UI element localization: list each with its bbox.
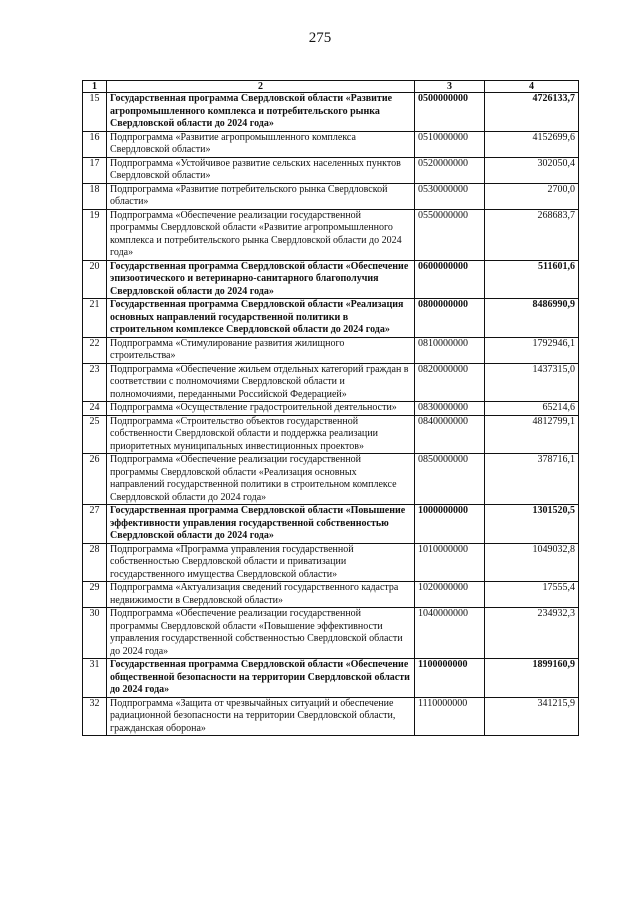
row-number: 22 [83, 337, 107, 363]
header-col-3: 3 [415, 81, 485, 93]
table-row [83, 415, 579, 454]
row-name: Подпрограмма «Актуализация сведений государственного кадастра недвижимости в Свердловской области» [107, 582, 415, 608]
table-row [83, 543, 579, 582]
row-amount: 17555,4 [485, 582, 579, 608]
row-code: 0530000000 [415, 183, 485, 209]
table-row [83, 131, 579, 157]
row-amount: 378716,1 [485, 454, 579, 505]
row-code: 0840000000 [415, 415, 485, 454]
row-number: 23 [83, 363, 107, 402]
header-col-2: 2 [107, 81, 415, 93]
row-code: 1100000000 [415, 659, 485, 698]
row-name: Подпрограмма «Программа управления государственной собственностью Свердловской области и приватизации государственного имущества Свердловской области» [107, 543, 415, 582]
row-amount: 511601,6 [485, 260, 579, 299]
row-number: 20 [83, 260, 107, 299]
row-name: Государственная программа Свердловской области «Развитие агропромышленного комплекса и потребительского рынка Свердловской области до 2024 года» [107, 93, 415, 132]
table-row [83, 93, 579, 132]
table-row [83, 337, 579, 363]
row-number: 27 [83, 505, 107, 544]
row-code: 0800000000 [415, 299, 485, 338]
row-amount: 2700,0 [485, 183, 579, 209]
row-name: Подпрограмма «Обеспечение жильем отдельных категорий граждан в соответствии с полномочиями Свердловской области и полномочиями, переданными Российской Федерацией» [107, 363, 415, 402]
table-row [83, 582, 579, 608]
table-row [83, 209, 579, 260]
table-row [83, 299, 579, 338]
row-amount: 4812799,1 [485, 415, 579, 454]
row-name: Подпрограмма «Обеспечение реализации государственной программы Свердловской области «Реализация основных направлений государственной политики в строительном комплексе Свердловской области до 2024 года» [107, 454, 415, 505]
table-row [83, 505, 579, 544]
row-amount: 1301520,5 [485, 505, 579, 544]
table-row [83, 402, 579, 416]
row-code: 0500000000 [415, 93, 485, 132]
header-col-1: 1 [83, 81, 107, 93]
row-number: 24 [83, 402, 107, 416]
table-row [83, 157, 579, 183]
row-amount: 1792946,1 [485, 337, 579, 363]
row-code: 0820000000 [415, 363, 485, 402]
row-number: 31 [83, 659, 107, 698]
row-name: Подпрограмма «Развитие агропромышленного комплекса Свердловской области» [107, 131, 415, 157]
row-name: Государственная программа Свердловской области «Обеспечение эпизоотического и ветеринарно-санитарного благополучия Свердловской области до 2024 года» [107, 260, 415, 299]
row-name: Государственная программа Свердловской области «Реализация основных направлений государственной политики в строительном комплексе Свердловской области до 2024 года» [107, 299, 415, 338]
row-name: Подпрограмма «Развитие потребительского рынка Свердловской области» [107, 183, 415, 209]
row-name: Подпрограмма «Строительство объектов государственной собственности Свердловской области и поддержка реализации приоритетных муниципальных инвестиционных проектов» [107, 415, 415, 454]
row-number: 30 [83, 608, 107, 659]
table-row [83, 608, 579, 659]
row-code: 1000000000 [415, 505, 485, 544]
row-name: Подпрограмма «Обеспечение реализации государственной программы Свердловской области «Повышение эффективности управления государственной собственностью Свердловской области до 2024 года» [107, 608, 415, 659]
row-name: Государственная программа Свердловской области «Обеспечение общественной безопасности на территории Свердловской области до 2024 года» [107, 659, 415, 698]
row-code: 1020000000 [415, 582, 485, 608]
table-row [83, 659, 579, 698]
row-number: 28 [83, 543, 107, 582]
table-body [83, 93, 579, 736]
row-number: 26 [83, 454, 107, 505]
row-amount: 268683,7 [485, 209, 579, 260]
table-row [83, 363, 579, 402]
page-number: 275 [308, 30, 332, 46]
budget-table [82, 80, 579, 736]
row-code: 0550000000 [415, 209, 485, 260]
row-amount: 65214,6 [485, 402, 579, 416]
row-number: 21 [83, 299, 107, 338]
row-amount: 234932,3 [485, 608, 579, 659]
row-name: Государственная программа Свердловской области «Повышение эффективности управления государственной собственностью Свердловской области до 2024 года» [107, 505, 415, 544]
row-code: 1110000000 [415, 697, 485, 736]
row-code: 0830000000 [415, 402, 485, 416]
row-number: 17 [83, 157, 107, 183]
row-code: 0510000000 [415, 131, 485, 157]
row-code: 0850000000 [415, 454, 485, 505]
row-name: Подпрограмма «Осуществление градостроительной деятельности» [107, 402, 415, 416]
row-amount: 302050,4 [485, 157, 579, 183]
row-amount: 4152699,6 [485, 131, 579, 157]
row-name: Подпрограмма «Защита от чрезвычайных ситуаций и обеспечение радиационной безопасности на территории Свердловской области, гражданская оборона» [107, 697, 415, 736]
row-name: Подпрограмма «Стимулирование развития жилищного строительства» [107, 337, 415, 363]
row-number: 18 [83, 183, 107, 209]
row-code: 0520000000 [415, 157, 485, 183]
table-row [83, 260, 579, 299]
row-code: 1010000000 [415, 543, 485, 582]
row-number: 25 [83, 415, 107, 454]
row-amount: 1437315,0 [485, 363, 579, 402]
table-row [83, 697, 579, 736]
row-amount: 8486990,9 [485, 299, 579, 338]
row-amount: 1899160,9 [485, 659, 579, 698]
row-number: 16 [83, 131, 107, 157]
row-code: 0600000000 [415, 260, 485, 299]
row-number: 32 [83, 697, 107, 736]
row-amount: 1049032,8 [485, 543, 579, 582]
header-col-4: 4 [485, 81, 579, 93]
row-number: 15 [83, 93, 107, 132]
row-name: Подпрограмма «Обеспечение реализации государственной программы Свердловской области «Развитие агропромышленного комплекса и потребительского рынка Свердловской области до 2024 года» [107, 209, 415, 260]
row-code: 1040000000 [415, 608, 485, 659]
row-number: 19 [83, 209, 107, 260]
row-amount: 341215,9 [485, 697, 579, 736]
row-amount: 4726133,7 [485, 93, 579, 132]
table-row [83, 454, 579, 505]
header-row [83, 81, 579, 93]
row-number: 29 [83, 582, 107, 608]
row-code: 0810000000 [415, 337, 485, 363]
table-row [83, 183, 579, 209]
row-name: Подпрограмма «Устойчивое развитие сельских населенных пунктов Свердловской области» [107, 157, 415, 183]
